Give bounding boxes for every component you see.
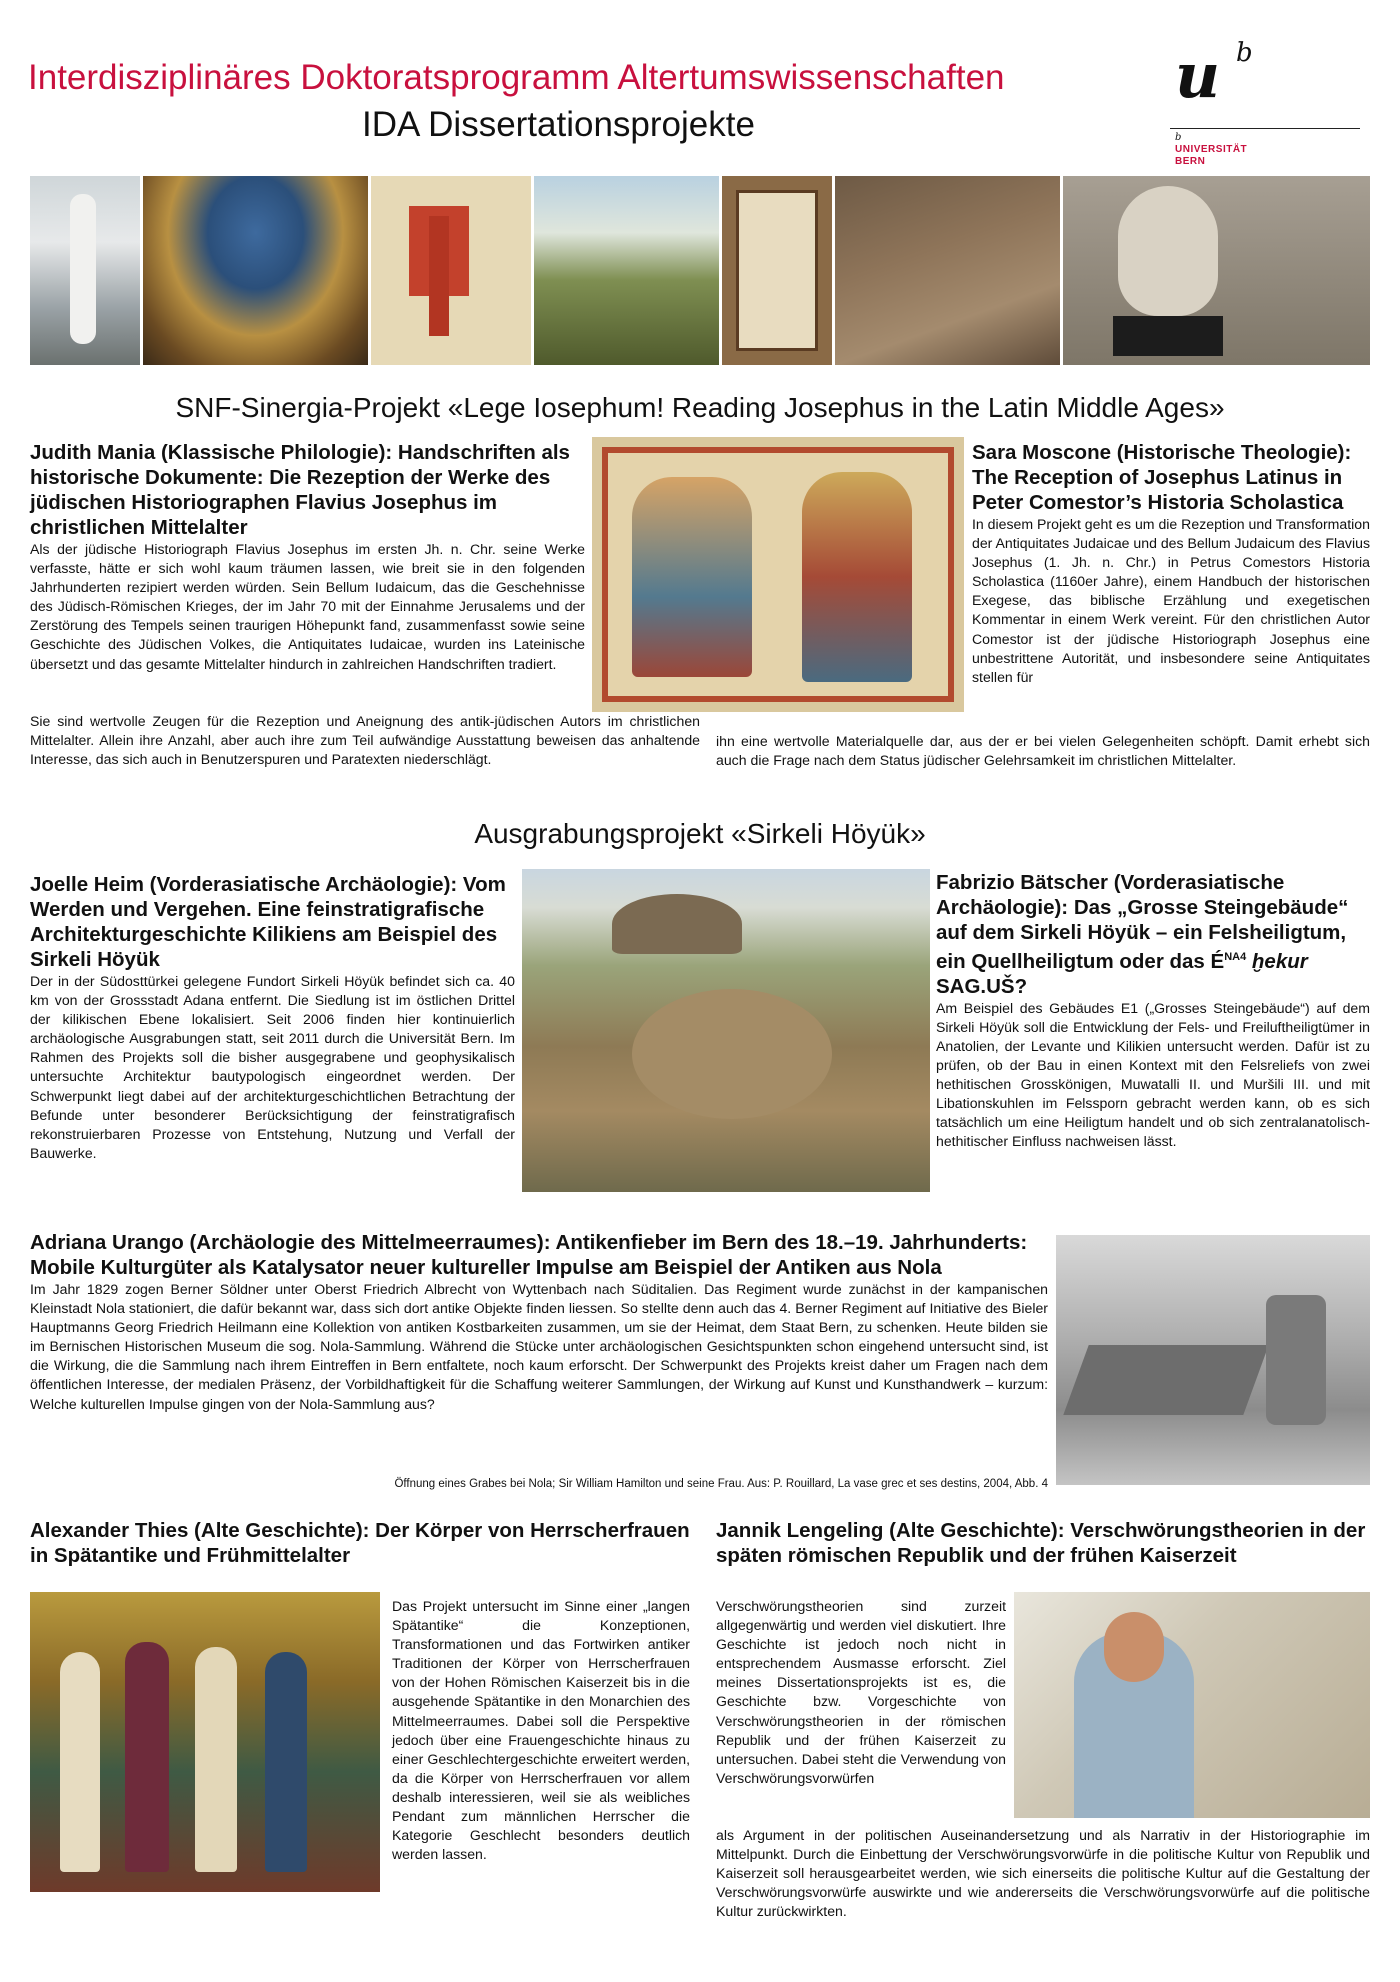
project-heading-moscone: Sara Moscone (Historische Theologie): The Reception of Josephus Latinus in Peter Comestor’s Historia Scholastica (972, 441, 1352, 514)
heading-baetscher-sup: NA4 (1224, 951, 1247, 963)
ravenna-mosaic-image (30, 1592, 380, 1892)
project-text-thies: Das Projekt untersucht im Sinne einer „langen Spätantike“ die Konzeptionen, Transformationen und das Fortwirken antiker Traditionen der Körper von Herrscherfrauen von der Hohen Römischen Kaiserzeit bis in die ausgehende Spätantike in den Monarchien des Mittelmeerraumes. Dabei soll die Perspektive jedoch über eine Frauengeschichte hinaus zu einer Geschlechtergeschichte erweitert werden, da die Körper von Herrscherfrauen vor allem deshalb interessieren, weil sie als weibliches Pendant zum männlichen Herrscher die Kategorie Geschlecht besonders deutlich werden lassen. (392, 1598, 690, 1863)
banner-excavation-image (835, 176, 1060, 365)
manuscript-illumination-image (592, 437, 964, 712)
project-text-urango: Im Jahr 1829 zogen Berner Söldner unter Oberst Friedrich Albrecht von Wyttenbach nach Süditalien. Das Regiment wurde zunächst in der kampanischen Kleinstadt Nola stationiert, die dafür bekannt war, dass sich dort antike Objekte finden liessen. So stellte denn auch das 4. Berner Regiment auf Initiative des Bieler Hauptmanns Georg Friedrich Heilmann eine Kollektion von antiken Kostbarkeiten zusammen, um sie der Heimat, dem Staat Bern, zu schenken. Heute bilden sie im Bernischen Historischen Museum die sog. Nola-Sammlung. Während die Stücke unter archäologischen Gesichtspunkten schon eingehend untersucht sind, ist die Wirkung, die die Sammlung nach ihrem Eintreffen in Bern entfaltete, noch kaum erforscht. Der Schwerpunkt des Projekts kreist daher um Fragen nach dem öffentlichen Interesse, der medialen Präsenz, der Vorbildhaftigkeit für die Schaffung weiterer Sammlungen, der Wirkung auf Kunst und Kunsthandwerk – kurzum: Welche kulturellen Impulse gingen von der Nola-Sammlung aus? (30, 1281, 1048, 1412)
city-label: BERN (1175, 156, 1206, 167)
banner-statue-image (30, 176, 140, 365)
university-name (1175, 144, 1247, 168)
heading-baetscher-text: Fabrizio Bätscher (Vorderasiatische Archäologie): Das „Grosse Steingebäude“ auf dem Sirkeli Höyük – ein Felsheiligtum, ein Quellheiligtum oder das É (936, 871, 1349, 973)
project-heading-mania: Judith Mania (Klassische Philologie): Handschriften als historische Dokumente: Die Rezeption der Werke des jüdischen Historiographen Flavius Josephus im christlichen Mittelalter (30, 441, 570, 539)
project-text-lengeling-continued: als Argument in der politischen Auseinandersetzung und als Narrativ in der Historiographie im Mittelpunkt. Durch die Einbettung der Verschwörungsvorwürfe in die politische Kultur von Republik und Kaiserzeit soll herausgearbeitet werden, wie sich einerseits die politische Kultur auf die Gestaltung der Verschwörungsvorwürfe auswirkte und wie andererseits die Verschwörungsvorwürfe auf die politische Kultur zurückwirkten. (716, 1827, 1370, 1920)
project-heading-baetscher (936, 870, 1370, 999)
banner-mosaic-image (143, 176, 368, 365)
nola-image-caption: Öffnung eines Grabes bei Nola; Sir William Hamilton und seine Frau. Aus: P. Rouillard, La vase grec et ses destins, 2004, Abb. 4 (394, 1478, 1048, 1490)
conspiracy-board-image (1014, 1592, 1370, 1818)
university-logo-b: b (1236, 38, 1253, 68)
project-text-moscone-continued: ihn eine wertvolle Materialquelle dar, aus der er bei vielen Gelegenheiten schöpft. Damit erhebt sich auch die Frage nach dem Status jüdischer Gelehrsamkeit im christlichen Mittelalter. (716, 733, 1370, 769)
project-text-moscone: In diesem Projekt geht es um die Rezeption und Transformation der Antiquitates Judaicae und des Bellum Judaicum des Flavius Josephus (1. Jh. n. Chr.) in Petrus Comestors Historia Scholastica (1160er Jahre), einem Handbuch der historischen Exegese, das biblische Erzählung und exegetischen Kommentar in einem Werk vereint. Für den christlichen Autor Comestor ist der jüdische Historiograph Josephus eine unbestrittene Autorität, und insbesondere seine Antiquitates stellen für (972, 516, 1370, 685)
project-heading-lengeling: Jannik Lengeling (Alte Geschichte): Verschwörungstheorien in der späten römischen Republik und der frühen Kaiserzeit (716, 1519, 1366, 1567)
sirkeli-hoeyuek-aerial-image (522, 869, 930, 1192)
page-subtitle: IDA Dissertationsprojekte (362, 105, 755, 144)
project-text-baetscher: Am Beispiel des Gebäudes E1 („Grosses Steingebäude“) auf dem Sirkeli Höyük soll die Entwicklung der Fels- und Freiluftheiligtümer in Anatolien, der Levante und Kilikien untersucht werden. Dafür ist zu prüfen, ob der Bau in einen Kontext mit den Felsreliefs von zwei hethitischen Grosskönigen, Muwatalli II. und Muršili III. und mit Libationskuhlen im Felssporn gebracht werden kann, ob es sich tatsächlich um eine Heiligtum handelt und ob sich zentralanatolisch-hethitischer Einfluss nachweisen lässt. (936, 999, 1370, 1150)
section-title-josephus: SNF-Sinergia-Projekt «Lege Iosephum! Reading Josephus in the Latin Middle Ages» (175, 392, 1225, 423)
project-text-mania-continued: Sie sind wertvolle Zeugen für die Rezeption und Aneignung des antik-jüdischen Autors im christlichen Mittelalter. Allein ihre Anzahl, aber auch ihre zum Teil aufwändige Ausstattung beweisen das anhaltende Interesse, das sich auch in Benutzerspuren und Paratexten niederschlägt. (30, 713, 700, 768)
project-text-lengeling: Verschwörungstheorien sind zurzeit allgegenwärtig und werden viel diskutiert. Ihre Geschichte ist jedoch noch nicht in entsprechendem Ausmasse erforscht. Ziel meines Dissertationsprojekts ist es, die Geschichte bzw. Vorgeschichte von Verschwörungstheorien in der römischen Republik und der frühen Kaiserzeit zu untersuchen. Dabei steht die Verwendung von Verschwörungsvorwürfen (716, 1598, 1006, 1786)
project-text-heim: Der in der Südosttürkei gelegene Fundort Sirkeli Höyük befindet sich ca. 40 km von der Grossstadt Adana entfernt. Die Siedlung ist im östlichen Drittel der kilikischen Ebene lokalisiert. Seit 2006 finden hier kontinuierlich archäologische Ausgrabungen statt, seit 2011 durch die Universität Bern. Im Rahmen des Projekts soll die bisher ausgegrabene und geophysikalisch untersuchte Architektur bautypologisch eingeordnet werden. Der Schwerpunkt liegt dabei auf der architekturgeschichtlichen Betrachtung der Befunde unter besonderer Berücksichtigung der feinstratigrafisch rekonstruierbaren Prozesse von Entstehung, Nutzung und Verfall der Bauwerke. (30, 973, 515, 1161)
nola-grave-engraving-image (1056, 1235, 1370, 1485)
heading-baetscher-end: SAG.UŠ? (936, 974, 1028, 998)
university-logo-u: u (1175, 39, 1221, 112)
header-banner (30, 176, 1370, 365)
project-heading-thies: Alexander Thies (Alte Geschichte): Der Körper von Herrscherfrauen in Spätantike und Frühmittelalter (30, 1519, 690, 1567)
project-heading-urango: Adriana Urango (Archäologie des Mittelmeerraumes): Antikenfieber im Bern des 18.–19. Jahrhunderts: Mobile Kulturgüter als Katalysator neuer kultureller Impulse am Beispiel der Antiken aus Nola (30, 1231, 1028, 1279)
banner-landscape-image (534, 176, 719, 365)
project-text-mania: Als der jüdische Historiograph Flavius Josephus im ersten Jh. n. Chr. seine Werke verfasste, hätte er sich wohl kaum träumen lassen, wie breit sie in den folgenden Jahrhunderten rezipiert werden würden. Sein Bellum Iudaicum, das die Geschehnisse des Jüdisch-Römischen Krieges, der im Jahr 70 mit der Einnahme Jerusalems und der Zerstörung des Tempels seinen traurigen Höhepunkt fand, zusammenfasst sowie seine Geschichte des Jüdischen Volkes, die Antiquitates Iudaicae, wurden ins Lateinische übersetzt und das gesamte Mittelalter hindurch in zahlreichen Handschriften tradiert. (30, 541, 585, 672)
program-title: Interdisziplinäres Doktoratsprogramm Altertumswissenschaften (28, 58, 1005, 97)
banner-manuscript-image (371, 176, 531, 365)
section-title-sirkeli: Ausgrabungsprojekt «Sirkeli Höyük» (474, 818, 926, 849)
banner-bust-image (1063, 176, 1370, 365)
heading-baetscher-italic: ḫekur (1246, 949, 1308, 973)
banner-book-image (722, 176, 832, 365)
university-label: UNIVERSITÄT (1175, 144, 1248, 155)
project-heading-heim: Joelle Heim (Vorderasiatische Archäologie): Vom Werden und Vergehen. Eine feinstratigrafische Architekturgeschichte Kilikiens am Beispiel des Sirkeli Höyük (30, 873, 506, 971)
logo-small-b: b (1175, 132, 1182, 143)
logo-divider (1170, 128, 1360, 129)
